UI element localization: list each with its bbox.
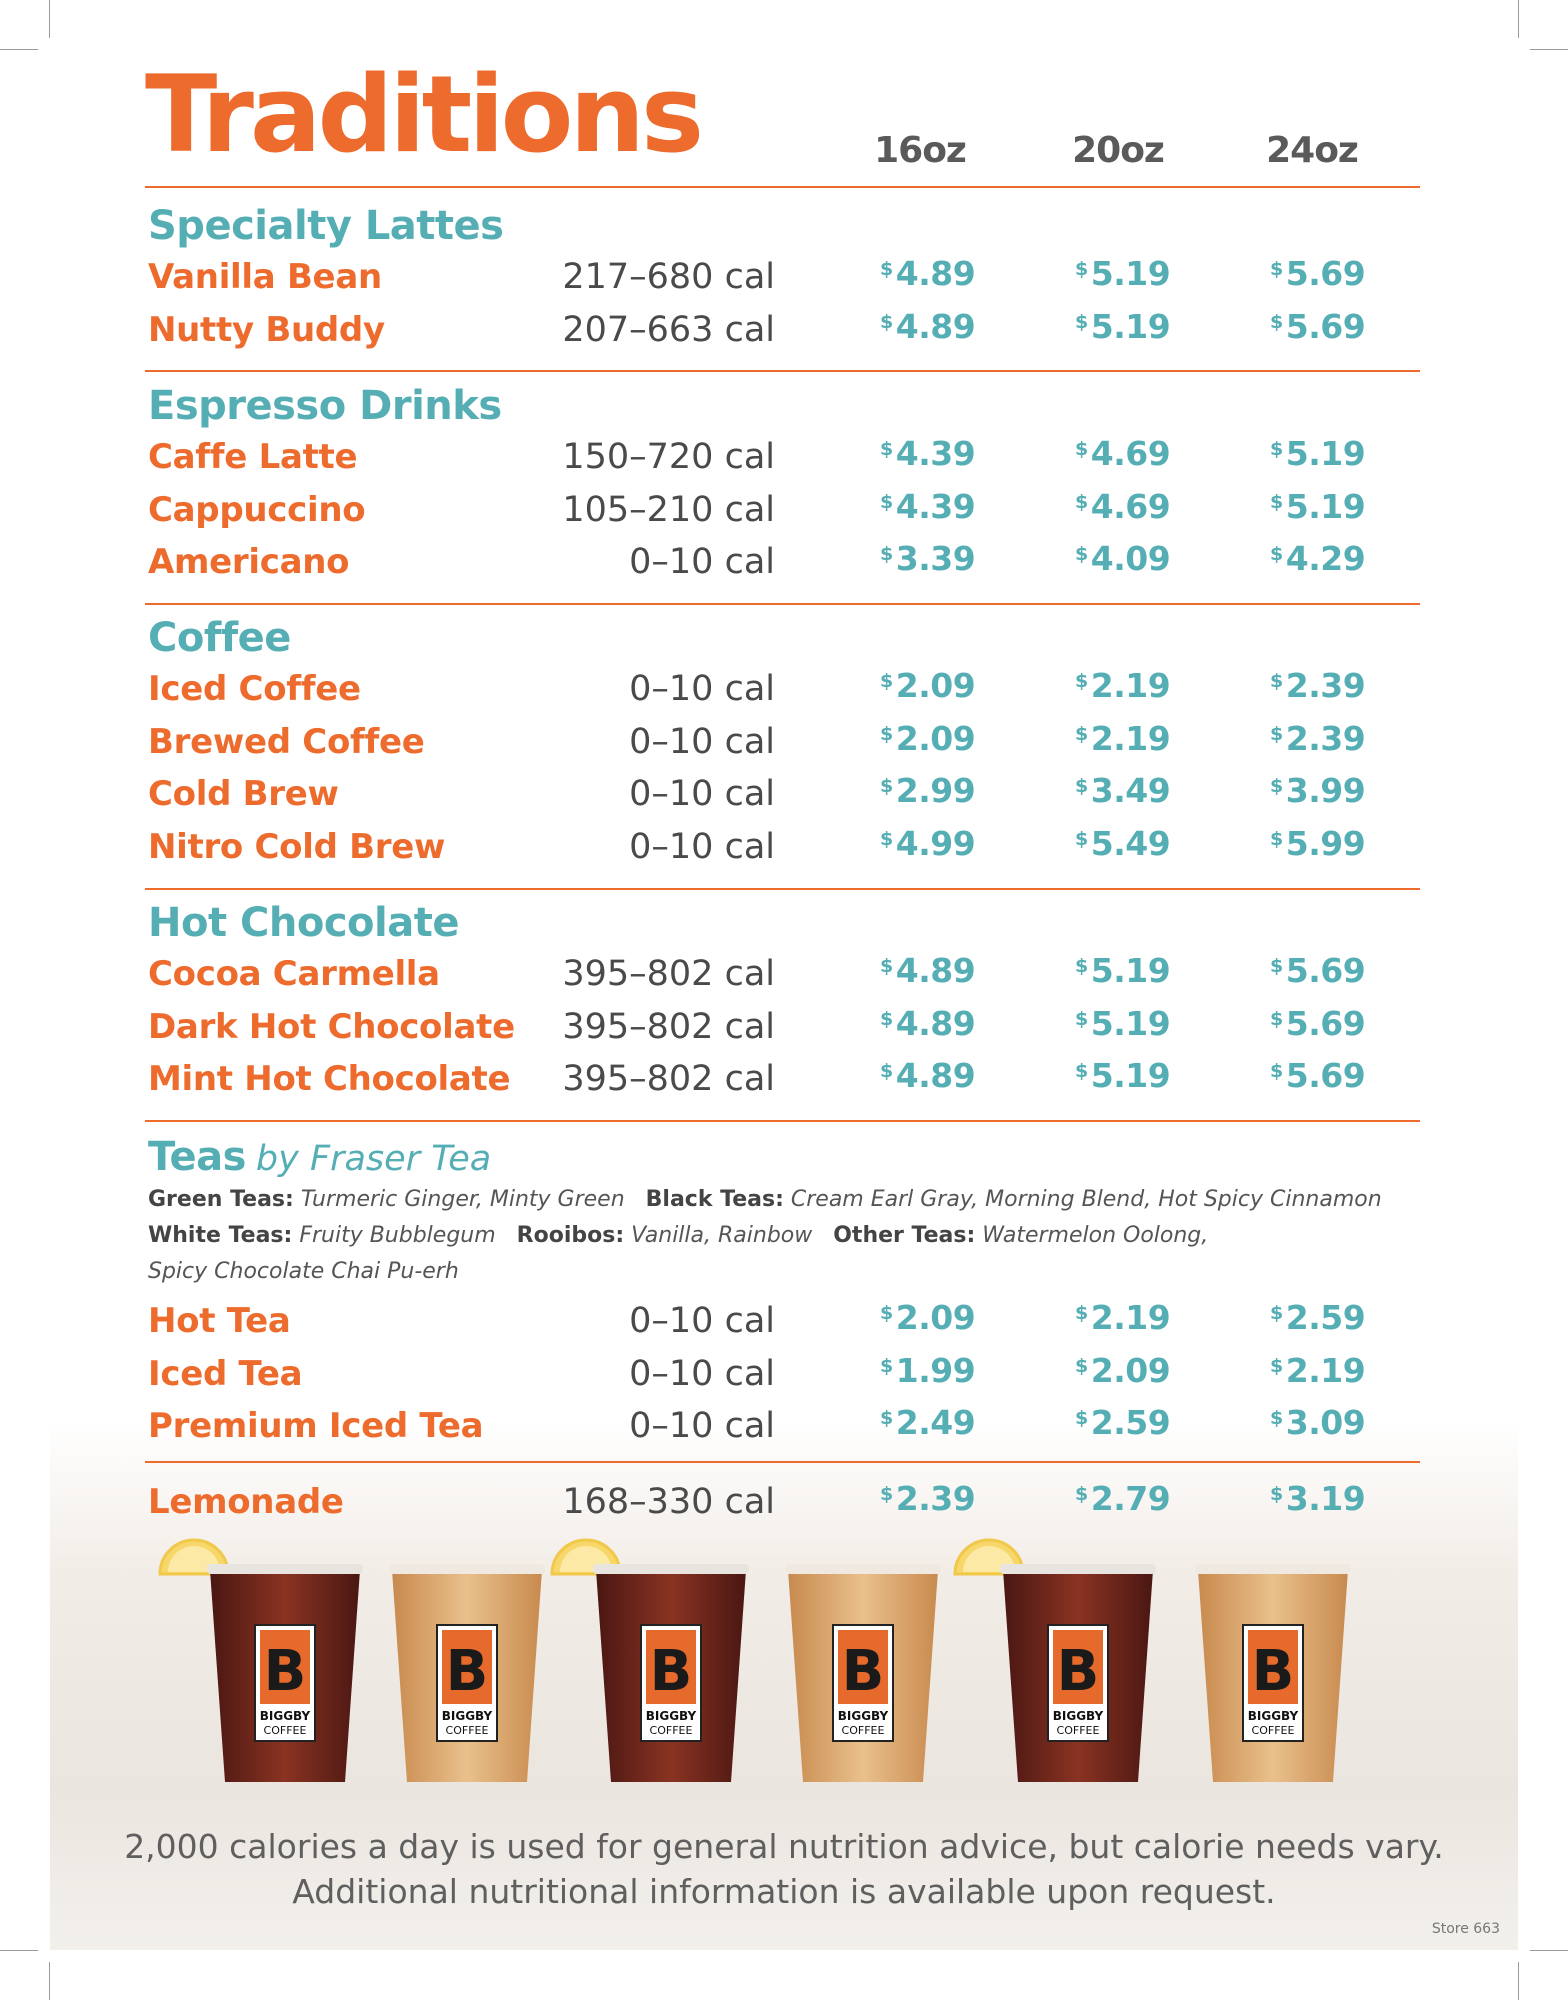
menu-item-name: Dark Hot Chocolate <box>148 1006 515 1047</box>
menu-item-price <box>1075 1403 1170 1442</box>
currency-symbol: $ <box>880 490 893 513</box>
cup-logo-letter: B <box>841 1639 885 1704</box>
cup-logo-brand: BIGGBY <box>645 1709 697 1723</box>
price-value: 4.29 <box>1285 539 1366 579</box>
product-photo <box>0 1530 1568 1810</box>
menu-item-price <box>880 254 975 293</box>
price-value: 4.39 <box>895 434 976 473</box>
price-value: 4.89 <box>895 306 976 346</box>
price-value: 5.19 <box>1090 306 1171 346</box>
currency-symbol: $ <box>880 1483 893 1505</box>
section-divider <box>145 1461 1420 1463</box>
tea-varieties-line-3 <box>148 1259 459 1284</box>
menu-item-calories: 0–10 cal <box>629 669 775 709</box>
currency-symbol: $ <box>880 310 893 333</box>
price-value: 2.99 <box>895 771 976 811</box>
menu-item-price <box>880 434 975 473</box>
menu-item-price <box>880 771 975 810</box>
menu-item-name: Nitro Cold Brew <box>148 827 446 868</box>
menu-item-price <box>1270 771 1365 810</box>
menu-item-price <box>1270 1056 1365 1095</box>
currency-symbol: $ <box>1075 438 1088 460</box>
menu-item-name: Cocoa Carmella <box>148 954 440 994</box>
menu-item-price <box>880 487 975 526</box>
menu-item-price <box>1075 434 1170 473</box>
cup-logo-brand: COFFEE <box>1251 1724 1295 1737</box>
currency-symbol: $ <box>1075 1407 1088 1430</box>
menu-item-price <box>1270 951 1365 990</box>
crop-mark <box>1530 1950 1568 1951</box>
tea-variety-label: Black Teas: <box>645 1187 784 1212</box>
currency-symbol: $ <box>1075 1483 1088 1505</box>
section-heading: Coffee <box>148 615 291 661</box>
price-value: 2.59 <box>1285 1298 1366 1337</box>
price-value: 5.99 <box>1285 824 1366 864</box>
price-value: 2.19 <box>1090 718 1171 758</box>
price-value: 2.59 <box>1090 1403 1171 1443</box>
section-heading: Hot Chocolate <box>148 900 459 946</box>
menu-item-price <box>1075 307 1170 346</box>
price-value: 2.09 <box>895 1298 976 1337</box>
menu-item-calories: 105–210 cal <box>562 489 775 530</box>
menu-item-price <box>1270 307 1365 346</box>
currency-symbol: $ <box>880 722 893 745</box>
cup-logo-brand: BIGGBY <box>1247 1709 1299 1723</box>
currency-symbol: $ <box>880 1007 893 1030</box>
menu-item-calories: 0–10 cal <box>629 1353 775 1394</box>
menu-item-name: Brewed Coffee <box>148 721 425 762</box>
currency-symbol: $ <box>880 670 893 692</box>
price-value: 5.19 <box>1090 1003 1171 1043</box>
cup-logo-brand: BIGGBY <box>837 1709 889 1723</box>
size-header-20oz: 20oz <box>1072 130 1164 171</box>
menu-item-price <box>1075 1056 1170 1095</box>
menu-item-price <box>1075 1298 1170 1337</box>
price-value: 5.19 <box>1090 951 1171 990</box>
section-divider <box>145 186 1420 188</box>
price-value: 3.09 <box>1285 1403 1366 1443</box>
cup-logo-letter: B <box>1251 1639 1295 1704</box>
cup-logo-brand: BIGGBY <box>259 1709 311 1723</box>
section-heading: Espresso Drinks <box>148 383 502 429</box>
menu-item-price <box>880 719 975 758</box>
tea-varieties-line-2 <box>148 1223 1208 1248</box>
section-divider <box>145 1120 1420 1122</box>
menu-item-price <box>880 1004 975 1043</box>
menu-item-price <box>880 1298 975 1337</box>
section-heading: Specialty Lattes <box>148 203 504 249</box>
currency-symbol: $ <box>1270 310 1283 333</box>
section-divider <box>145 888 1420 890</box>
currency-symbol: $ <box>880 1060 893 1083</box>
currency-symbol: $ <box>1270 1407 1283 1430</box>
menu-item-price <box>1075 254 1170 293</box>
currency-symbol: $ <box>1270 1483 1283 1505</box>
menu-item-price <box>1270 1351 1365 1390</box>
menu-item-price <box>880 824 975 863</box>
price-value: 3.39 <box>895 539 976 579</box>
currency-symbol: $ <box>1270 438 1283 460</box>
tea-variety-label: White Teas: <box>148 1223 293 1248</box>
crop-mark <box>0 49 38 50</box>
menu-item-name: Caffe Latte <box>148 437 358 477</box>
price-value: 2.49 <box>895 1403 976 1443</box>
tea-variety-label: Rooibos: <box>516 1223 625 1248</box>
tea-variety-label: Other Teas: <box>833 1223 976 1248</box>
currency-symbol: $ <box>1270 1007 1283 1030</box>
currency-symbol: $ <box>1270 828 1283 851</box>
price-value: 4.99 <box>895 824 976 864</box>
currency-symbol: $ <box>1270 258 1283 280</box>
menu-item-calories: 0–10 cal <box>629 542 775 583</box>
tea-variety-value: Spicy Chocolate Chai Pu-erh <box>148 1259 459 1284</box>
price-value: 2.19 <box>1285 1350 1366 1390</box>
cup-logo-letter: B <box>445 1639 489 1704</box>
currency-symbol: $ <box>880 543 893 566</box>
section-heading <box>148 1134 491 1180</box>
cup-logo-brand: BIGGBY <box>1052 1709 1104 1723</box>
currency-symbol: $ <box>1075 490 1088 513</box>
tea-variety-value: Turmeric Ginger, Minty Green <box>300 1187 625 1212</box>
currency-symbol: $ <box>1075 775 1088 798</box>
crop-mark <box>49 0 50 38</box>
price-value: 4.89 <box>895 951 976 990</box>
price-value: 5.69 <box>1285 1003 1366 1043</box>
price-value: 4.69 <box>1090 434 1171 473</box>
currency-symbol: $ <box>880 955 893 977</box>
menu-item-price <box>1075 771 1170 810</box>
menu-item-name: Mint Hot Chocolate <box>148 1059 511 1100</box>
menu-item-price <box>1075 824 1170 863</box>
currency-symbol: $ <box>1075 828 1088 851</box>
price-value: 2.09 <box>1090 1350 1171 1390</box>
menu-item-calories: 395–802 cal <box>562 1006 775 1047</box>
price-value: 1.99 <box>895 1350 976 1390</box>
price-value: 5.19 <box>1285 434 1366 473</box>
currency-symbol: $ <box>1270 1060 1283 1083</box>
currency-symbol: $ <box>1270 1354 1283 1377</box>
menu-item-price <box>1270 1403 1365 1442</box>
menu-item-name: Iced Coffee <box>148 669 361 709</box>
menu-item-price <box>880 1403 975 1442</box>
menu-item-price <box>1270 487 1365 526</box>
menu-item-price <box>1270 824 1365 863</box>
menu-item-price <box>1270 719 1365 758</box>
price-value: 4.69 <box>1090 486 1171 526</box>
menu-item-calories: 0–10 cal <box>629 1406 775 1447</box>
menu-item-price <box>1270 1479 1365 1518</box>
currency-symbol: $ <box>1075 258 1088 280</box>
currency-symbol: $ <box>1270 1302 1283 1324</box>
menu-item-calories: 0–10 cal <box>629 1301 775 1341</box>
menu-item-price <box>1075 487 1170 526</box>
tea-variety-value: Fruity Bubblegum <box>299 1223 496 1248</box>
teas-heading: Teas <box>148 1134 246 1180</box>
price-value: 5.69 <box>1285 254 1366 293</box>
menu-item-price <box>880 666 975 705</box>
price-value: 2.39 <box>1285 666 1366 705</box>
menu-item-price <box>880 307 975 346</box>
currency-symbol: $ <box>1075 1354 1088 1377</box>
price-value: 3.19 <box>1285 1479 1366 1518</box>
nutrition-info-note: Additional nutritional information is available upon request. <box>292 1872 1276 1911</box>
currency-symbol: $ <box>880 1302 893 1324</box>
menu-item-name: Lemonade <box>148 1482 344 1522</box>
menu-item-calories: 395–802 cal <box>562 954 775 994</box>
menu-item-name: Hot Tea <box>148 1301 291 1341</box>
section-divider <box>145 370 1420 372</box>
crop-mark <box>1518 1962 1519 2000</box>
currency-symbol: $ <box>1075 722 1088 745</box>
crop-mark <box>0 1950 38 1951</box>
price-value: 4.09 <box>1090 539 1171 579</box>
price-value: 2.39 <box>895 1479 976 1518</box>
price-value: 2.39 <box>1285 718 1366 758</box>
cup-logo-brand: COFFEE <box>649 1724 693 1737</box>
menu-item-name: Vanilla Bean <box>148 257 382 297</box>
tea-variety-value: Vanilla, Rainbow <box>631 1223 813 1248</box>
menu-item-price <box>1075 666 1170 705</box>
price-value: 2.09 <box>895 666 976 705</box>
currency-symbol: $ <box>1075 543 1088 566</box>
menu-item-calories: 150–720 cal <box>562 437 775 477</box>
teas-brand: by Fraser Tea <box>255 1139 492 1179</box>
currency-symbol: $ <box>880 1407 893 1430</box>
menu-item-price <box>1075 539 1170 578</box>
menu-item-name: Cappuccino <box>148 489 366 530</box>
price-value: 2.09 <box>895 718 976 758</box>
menu-item-price <box>1075 1004 1170 1043</box>
currency-symbol: $ <box>1075 955 1088 977</box>
cup-logo-brand: COFFEE <box>445 1724 489 1737</box>
tea-variety-label: Green Teas: <box>148 1187 294 1212</box>
currency-symbol: $ <box>1075 1007 1088 1030</box>
menu-item-price <box>1270 1004 1365 1043</box>
price-value: 4.89 <box>895 1056 976 1096</box>
crop-mark <box>1530 49 1568 50</box>
tea-varieties-line-1 <box>148 1187 1382 1212</box>
price-value: 5.19 <box>1090 254 1171 293</box>
menu-item-price <box>880 1351 975 1390</box>
cup-logo-brand: COFFEE <box>263 1724 307 1737</box>
menu-title: Traditions <box>145 53 701 176</box>
currency-symbol: $ <box>880 258 893 280</box>
currency-symbol: $ <box>1075 1060 1088 1083</box>
menu-item-name: Premium Iced Tea <box>148 1406 484 1447</box>
currency-symbol: $ <box>880 775 893 798</box>
price-value: 3.99 <box>1285 771 1366 811</box>
menu-item-price <box>1075 1479 1170 1518</box>
cup-logo-letter: B <box>1056 1639 1100 1704</box>
currency-symbol: $ <box>1270 543 1283 566</box>
menu-item-calories: 217–680 cal <box>562 257 775 297</box>
menu-item-price <box>880 1479 975 1518</box>
price-value: 5.49 <box>1090 824 1171 864</box>
currency-symbol: $ <box>1075 310 1088 333</box>
currency-symbol: $ <box>1075 670 1088 692</box>
price-value: 4.39 <box>895 486 976 526</box>
currency-symbol: $ <box>1075 1302 1088 1324</box>
menu-item-price <box>880 951 975 990</box>
menu-item-price <box>1075 719 1170 758</box>
menu-item-calories: 207–663 cal <box>562 309 775 350</box>
tea-variety-value: Watermelon Oolong, <box>982 1223 1209 1248</box>
cup-logo-brand: BIGGBY <box>441 1709 493 1723</box>
crop-mark <box>1518 0 1519 38</box>
price-value: 5.19 <box>1090 1056 1171 1096</box>
menu-item-price <box>1270 434 1365 473</box>
menu-item-calories: 0–10 cal <box>629 774 775 815</box>
cup-logo-letter: B <box>649 1639 693 1704</box>
currency-symbol: $ <box>1270 490 1283 513</box>
store-number: Store 663 <box>1431 1921 1500 1937</box>
price-value: 2.19 <box>1090 666 1171 705</box>
price-value: 5.69 <box>1285 951 1366 990</box>
tea-variety-value: Cream Earl Gray, Morning Blend, Hot Spicy Cinnamon <box>790 1187 1382 1212</box>
menu-item-name: Iced Tea <box>148 1353 303 1394</box>
menu-item-price <box>1270 539 1365 578</box>
menu-item-price <box>880 1056 975 1095</box>
size-header-24oz: 24oz <box>1266 130 1358 171</box>
currency-symbol: $ <box>880 828 893 851</box>
menu-item-price <box>1270 254 1365 293</box>
menu-item-calories: 168–330 cal <box>562 1482 775 1522</box>
menu-item-name: Americano <box>148 542 350 583</box>
currency-symbol: $ <box>880 438 893 460</box>
currency-symbol: $ <box>1270 722 1283 745</box>
currency-symbol: $ <box>1270 955 1283 977</box>
size-header-16oz: 16oz <box>874 130 966 171</box>
section-divider <box>145 603 1420 605</box>
cup-logo-letter: B <box>263 1639 307 1704</box>
price-value: 4.89 <box>895 1003 976 1043</box>
price-value: 4.89 <box>895 254 976 293</box>
menu-item-name: Nutty Buddy <box>148 309 385 350</box>
nutrition-disclaimer: 2,000 calories a day is used for general nutrition advice, but calorie needs vary. <box>124 1827 1444 1866</box>
currency-symbol: $ <box>1270 775 1283 798</box>
menu-item-price <box>1270 666 1365 705</box>
crop-mark <box>49 1962 50 2000</box>
menu-item-price <box>880 539 975 578</box>
price-value: 2.79 <box>1090 1479 1171 1518</box>
menu-item-price <box>1075 951 1170 990</box>
currency-symbol: $ <box>1270 670 1283 692</box>
menu-item-calories: 395–802 cal <box>562 1059 775 1100</box>
currency-symbol: $ <box>880 1354 893 1377</box>
price-value: 5.69 <box>1285 306 1366 346</box>
price-value: 5.69 <box>1285 1056 1366 1096</box>
price-value: 5.19 <box>1285 486 1366 526</box>
menu-item-price <box>1075 1351 1170 1390</box>
cup-logo-brand: COFFEE <box>1056 1724 1100 1737</box>
menu-item-calories: 0–10 cal <box>629 827 775 868</box>
price-value: 3.49 <box>1090 771 1171 811</box>
menu-item-price <box>1270 1298 1365 1337</box>
cup-logo-brand: COFFEE <box>841 1724 885 1737</box>
menu-item-name: Cold Brew <box>148 774 339 815</box>
price-value: 2.19 <box>1090 1298 1171 1337</box>
menu-item-calories: 0–10 cal <box>629 721 775 762</box>
